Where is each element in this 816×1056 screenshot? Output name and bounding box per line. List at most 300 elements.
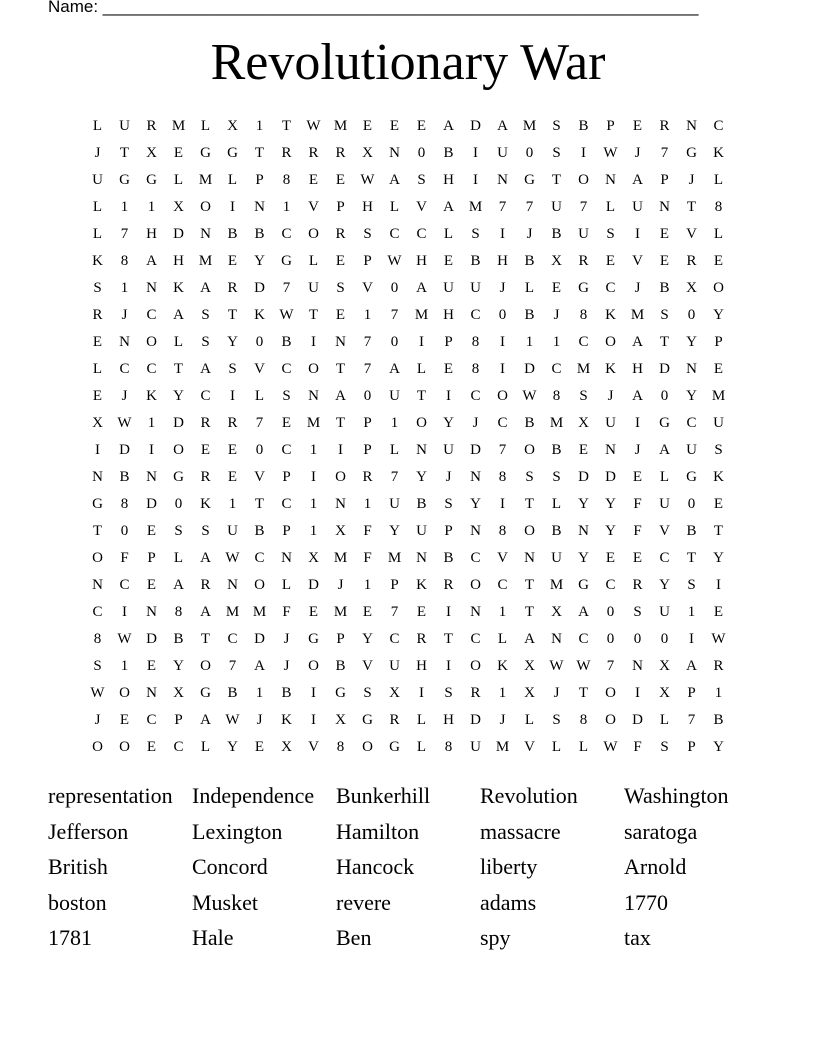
grid-letter: I: [446, 658, 451, 674]
grid-letter: D: [578, 469, 589, 485]
grid-letter: V: [362, 658, 373, 674]
grid-letter: N: [524, 550, 535, 566]
grid-letter: X: [92, 415, 103, 431]
grid-letter: E: [713, 361, 724, 377]
grid-letter: 1: [147, 415, 156, 431]
grid-letter: 7: [390, 469, 399, 485]
grid-letter: T: [686, 199, 697, 215]
grid-letter: N: [227, 577, 238, 593]
grid-letter: 8: [444, 739, 453, 755]
grid-letter: E: [578, 442, 589, 458]
grid-letter: R: [443, 577, 454, 593]
grid-letter: D: [659, 361, 670, 377]
grid-letter: N: [308, 388, 319, 404]
grid-letter: 8: [93, 631, 102, 647]
grid-letter: P: [363, 253, 372, 269]
letter-grid: [84, 113, 732, 761]
grid-letter: D: [632, 712, 643, 728]
grid-letter: W: [387, 253, 402, 269]
grid-letter: D: [470, 118, 481, 134]
grid-letter: I: [500, 226, 505, 242]
word-bank-item: Washington: [624, 783, 729, 808]
grid-letter: I: [581, 145, 586, 161]
grid-letter: M: [630, 307, 645, 323]
grid-letter: Y: [227, 334, 238, 350]
grid-letter: E: [146, 658, 157, 674]
grid-letter: S: [525, 469, 534, 485]
grid-letter: O: [605, 685, 616, 701]
grid-letter: O: [524, 523, 535, 539]
grid-letter: A: [200, 361, 211, 377]
grid-letter: N: [92, 577, 103, 593]
grid-letter: H: [173, 253, 184, 269]
grid-letter: 8: [552, 388, 561, 404]
grid-letter: L: [389, 199, 400, 215]
word-bank-item: saratoga: [624, 818, 698, 844]
grid-letter: D: [254, 280, 265, 296]
grid-letter: W: [360, 172, 375, 188]
grid-letter: B: [227, 226, 238, 242]
grid-letter: 1: [228, 496, 237, 512]
grid-letter: W: [576, 658, 591, 674]
grid-letter: B: [551, 226, 562, 242]
grid-letter: H: [443, 712, 454, 728]
grid-letter: C: [686, 415, 697, 431]
grid-letter: Y: [605, 523, 616, 539]
grid-letter: C: [200, 388, 211, 404]
grid-letter: N: [416, 550, 427, 566]
grid-letter: P: [444, 334, 453, 350]
grid-letter: V: [497, 550, 508, 566]
grid-letter: 7: [579, 199, 588, 215]
word-bank: [48, 778, 768, 956]
grid-letter: 7: [390, 307, 399, 323]
grid-letter: B: [281, 685, 292, 701]
grid-letter: T: [524, 604, 535, 620]
grid-letter: 7: [498, 199, 507, 215]
grid-letter: 1: [309, 496, 318, 512]
grid-letter: T: [524, 496, 535, 512]
grid-letter: U: [389, 658, 400, 674]
grid-letter: T: [335, 415, 346, 431]
grid-letter: O: [200, 658, 211, 674]
grid-letter: K: [281, 712, 292, 728]
grid-letter: M: [171, 118, 186, 134]
grid-letter: L: [524, 712, 535, 728]
grid-letter: R: [578, 253, 589, 269]
grid-letter: P: [444, 523, 453, 539]
grid-letter: G: [200, 145, 211, 161]
grid-letter: N: [470, 523, 481, 539]
grid-letter: 7: [282, 280, 291, 296]
grid-letter: O: [308, 658, 319, 674]
grid-letter: P: [147, 550, 156, 566]
grid-letter: U: [470, 739, 481, 755]
grid-letter: C: [713, 118, 724, 134]
grid-letter: L: [497, 631, 508, 647]
word-bank-item: boston: [48, 889, 107, 915]
grid-letter: B: [659, 280, 670, 296]
grid-letter: A: [686, 658, 697, 674]
grid-letter: Y: [686, 388, 697, 404]
grid-letter: C: [578, 631, 589, 647]
grid-letter: 1: [363, 496, 372, 512]
grid-letter: E: [416, 118, 427, 134]
grid-letter: T: [254, 496, 265, 512]
grid-letter: E: [443, 253, 454, 269]
grid-letter: T: [173, 361, 184, 377]
grid-letter: N: [686, 118, 697, 134]
grid-letter: U: [551, 550, 562, 566]
word-bank-item: Concord: [192, 854, 268, 879]
grid-letter: B: [470, 253, 481, 269]
grid-letter: O: [335, 469, 346, 485]
grid-letter: N: [686, 361, 697, 377]
grid-letter: X: [335, 712, 346, 728]
grid-letter: 0: [660, 388, 669, 404]
grid-letter: J: [634, 280, 641, 296]
grid-letter: N: [281, 550, 292, 566]
grid-letter: B: [227, 685, 238, 701]
grid-letter: U: [551, 199, 562, 215]
grid-letter: O: [146, 334, 157, 350]
grid-letter: E: [551, 280, 562, 296]
grid-letter: G: [227, 145, 238, 161]
word-bank-item: Ben: [336, 925, 372, 950]
grid-letter: 8: [471, 334, 480, 350]
grid-letter: C: [470, 631, 481, 647]
grid-letter: L: [713, 226, 724, 242]
grid-letter: S: [444, 685, 453, 701]
grid-letter: P: [363, 415, 372, 431]
grid-letter: E: [281, 415, 292, 431]
grid-letter: R: [146, 118, 157, 134]
grid-letter: U: [308, 280, 319, 296]
grid-letter: X: [659, 658, 670, 674]
word-bank-item: British: [48, 854, 108, 879]
grid-letter: D: [119, 442, 130, 458]
grid-letter: 0: [363, 388, 372, 404]
grid-letter: T: [551, 172, 562, 188]
grid-letter: E: [308, 172, 319, 188]
grid-letter: S: [552, 469, 561, 485]
grid-letter: U: [605, 415, 616, 431]
grid-letter: S: [174, 523, 183, 539]
grid-letter: P: [255, 172, 264, 188]
grid-letter: L: [416, 712, 427, 728]
grid-letter: T: [227, 307, 238, 323]
grid-letter: P: [606, 118, 615, 134]
grid-letter: E: [92, 334, 103, 350]
grid-letter: E: [335, 307, 346, 323]
grid-letter: S: [201, 307, 210, 323]
grid-letter: P: [390, 577, 399, 593]
grid-letter: X: [524, 658, 535, 674]
grid-letter: L: [659, 469, 670, 485]
grid-letter: 1: [525, 334, 534, 350]
grid-letter: 0: [498, 307, 507, 323]
word-bank-item: spy: [480, 925, 511, 950]
word-bank-item: Hancock: [336, 854, 415, 879]
grid-letter: O: [713, 280, 724, 296]
grid-letter: R: [659, 118, 670, 134]
grid-letter: J: [499, 280, 506, 296]
grid-letter: E: [227, 442, 238, 458]
grid-letter: I: [338, 442, 343, 458]
grid-letter: W: [279, 307, 294, 323]
grid-letter: L: [200, 739, 211, 755]
grid-letter: J: [121, 307, 128, 323]
grid-letter: E: [713, 496, 724, 512]
grid-letter: D: [605, 469, 616, 485]
grid-letter: F: [363, 523, 372, 539]
grid-letter: G: [362, 712, 373, 728]
grid-letter: J: [121, 388, 128, 404]
grid-letter: E: [659, 226, 670, 242]
grid-letter: H: [362, 199, 373, 215]
grid-letter: Y: [470, 496, 481, 512]
grid-letter: E: [227, 253, 238, 269]
grid-letter: G: [578, 280, 589, 296]
grid-letter: D: [470, 442, 481, 458]
grid-letter: B: [524, 307, 535, 323]
grid-letter: E: [713, 604, 724, 620]
grid-letter: 8: [174, 604, 183, 620]
grid-letter: L: [92, 118, 103, 134]
grid-letter: Y: [173, 658, 184, 674]
grid-letter: G: [281, 253, 292, 269]
grid-letter: B: [713, 712, 724, 728]
word-bank-item: representation: [48, 783, 173, 808]
grid-letter: Y: [659, 577, 670, 593]
grid-letter: F: [120, 550, 129, 566]
grid-letter: G: [92, 496, 103, 512]
grid-letter: H: [416, 658, 427, 674]
grid-letter: E: [335, 172, 346, 188]
grid-letter: O: [92, 550, 103, 566]
grid-letter: G: [119, 172, 130, 188]
grid-letter: Y: [254, 253, 265, 269]
grid-letter: I: [689, 631, 694, 647]
grid-letter: N: [146, 469, 157, 485]
grid-letter: D: [146, 631, 157, 647]
grid-letter: V: [308, 199, 319, 215]
grid-letter: O: [92, 739, 103, 755]
grid-letter: L: [443, 226, 454, 242]
grid-letter: G: [200, 685, 211, 701]
grid-letter: A: [578, 604, 589, 620]
grid-letter: L: [416, 361, 427, 377]
grid-letter: N: [146, 280, 157, 296]
grid-letter: X: [524, 685, 535, 701]
grid-letter: C: [254, 550, 265, 566]
grid-letter: U: [443, 280, 454, 296]
word-bank-item: liberty: [480, 854, 538, 879]
word-bank-item: Revolution: [480, 783, 578, 808]
grid-letter: A: [632, 172, 643, 188]
grid-letter: F: [282, 604, 291, 620]
grid-letter: P: [336, 199, 345, 215]
grid-letter: E: [308, 604, 319, 620]
grid-letter: A: [200, 604, 211, 620]
grid-letter: 7: [687, 712, 696, 728]
grid-letter: H: [146, 226, 157, 242]
page-title: Revolutionary War: [210, 34, 606, 91]
grid-letter: I: [500, 334, 505, 350]
grid-letter: 1: [552, 334, 561, 350]
grid-letter: J: [634, 442, 641, 458]
grid-letter: 8: [714, 199, 723, 215]
grid-letter: L: [173, 334, 184, 350]
grid-letter: V: [308, 739, 319, 755]
grid-letter: M: [495, 739, 510, 755]
grid-letter: I: [311, 685, 316, 701]
grid-letter: P: [363, 442, 372, 458]
grid-letter: I: [311, 334, 316, 350]
grid-letter: D: [173, 226, 184, 242]
grid-letter: M: [711, 388, 726, 404]
grid-letter: E: [200, 442, 211, 458]
grid-letter: C: [605, 577, 616, 593]
grid-letter: R: [335, 145, 346, 161]
grid-letter: 8: [498, 469, 507, 485]
grid-letter: L: [92, 226, 103, 242]
grid-letter: 1: [255, 118, 264, 134]
grid-letter: C: [659, 550, 670, 566]
grid-letter: U: [686, 442, 697, 458]
grid-letter: A: [254, 658, 265, 674]
grid-letter: Y: [605, 496, 616, 512]
grid-letter: N: [92, 469, 103, 485]
grid-letter: G: [524, 172, 535, 188]
grid-letter: S: [336, 280, 345, 296]
grid-letter: C: [497, 415, 508, 431]
grid-letter: R: [200, 577, 211, 593]
grid-letter: D: [254, 631, 265, 647]
grid-letter: 0: [606, 631, 615, 647]
grid-letter: N: [335, 334, 346, 350]
grid-letter: 8: [471, 361, 480, 377]
grid-letter: J: [283, 658, 290, 674]
grid-letter: O: [308, 361, 319, 377]
grid-letter: 1: [120, 199, 129, 215]
grid-letter: M: [522, 118, 537, 134]
grid-letter: L: [308, 253, 319, 269]
grid-letter: N: [497, 172, 508, 188]
grid-letter: C: [470, 388, 481, 404]
grid-letter: A: [200, 550, 211, 566]
grid-letter: O: [308, 226, 319, 242]
grid-letter: I: [473, 172, 478, 188]
grid-letter: 0: [390, 334, 399, 350]
grid-letter: U: [659, 604, 670, 620]
grid-letter: S: [714, 442, 723, 458]
grid-letter: A: [173, 307, 184, 323]
grid-letter: B: [281, 334, 292, 350]
grid-letter: W: [603, 739, 618, 755]
grid-letter: M: [576, 361, 591, 377]
grid-letter: M: [549, 577, 564, 593]
grid-letter: C: [578, 334, 589, 350]
grid-letter: E: [389, 118, 400, 134]
grid-letter: E: [227, 469, 238, 485]
grid-letter: I: [446, 388, 451, 404]
grid-letter: 0: [417, 145, 426, 161]
grid-letter: C: [551, 361, 562, 377]
grid-letter: U: [713, 415, 724, 431]
grid-letter: E: [335, 253, 346, 269]
word-bank-item: adams: [480, 889, 537, 915]
grid-letter: I: [635, 415, 640, 431]
grid-letter: N: [470, 604, 481, 620]
grid-letter: Y: [443, 415, 454, 431]
grid-letter: I: [635, 226, 640, 242]
grid-letter: R: [200, 469, 211, 485]
grid-letter: Y: [713, 550, 724, 566]
grid-letter: O: [470, 577, 481, 593]
grid-letter: G: [308, 631, 319, 647]
grid-letter: K: [173, 280, 184, 296]
grid-letter: R: [713, 658, 724, 674]
grid-letter: 1: [255, 685, 264, 701]
grid-letter: T: [254, 145, 265, 161]
grid-letter: P: [687, 685, 696, 701]
grid-letter: W: [603, 145, 618, 161]
grid-letter: I: [122, 604, 127, 620]
grid-letter: L: [551, 496, 562, 512]
grid-letter: E: [659, 253, 670, 269]
grid-letter: C: [119, 577, 130, 593]
grid-letter: P: [282, 469, 291, 485]
grid-letter: V: [254, 361, 265, 377]
grid-letter: U: [578, 226, 589, 242]
grid-letter: F: [633, 523, 642, 539]
grid-letter: T: [416, 388, 427, 404]
grid-letter: L: [416, 739, 427, 755]
grid-letter: B: [119, 469, 130, 485]
grid-letter: V: [659, 523, 670, 539]
grid-letter: I: [230, 199, 235, 215]
grid-letter: E: [605, 253, 616, 269]
grid-letter: E: [146, 577, 157, 593]
grid-letter: E: [632, 550, 643, 566]
grid-letter: I: [311, 712, 316, 728]
grid-letter: N: [659, 199, 670, 215]
grid-letter: X: [659, 685, 670, 701]
grid-letter: S: [660, 739, 669, 755]
grid-letter: 7: [120, 226, 129, 242]
grid-letter: U: [92, 172, 103, 188]
grid-letter: N: [389, 145, 400, 161]
grid-letter: T: [281, 118, 292, 134]
grid-letter: T: [686, 550, 697, 566]
grid-letter: C: [605, 280, 616, 296]
grid-letter: 8: [120, 253, 129, 269]
grid-letter: O: [578, 172, 589, 188]
grid-letter: R: [686, 253, 697, 269]
word-bank-item: Arnold: [624, 854, 687, 879]
grid-letter: C: [389, 631, 400, 647]
grid-letter: M: [252, 604, 267, 620]
grid-letter: Y: [362, 631, 373, 647]
grid-letter: I: [500, 496, 505, 512]
grid-letter: M: [306, 415, 321, 431]
grid-letter: N: [254, 199, 265, 215]
grid-letter: S: [282, 388, 291, 404]
grid-letter: 0: [525, 145, 534, 161]
grid-letter: 7: [255, 415, 264, 431]
grid-letter: T: [578, 685, 589, 701]
